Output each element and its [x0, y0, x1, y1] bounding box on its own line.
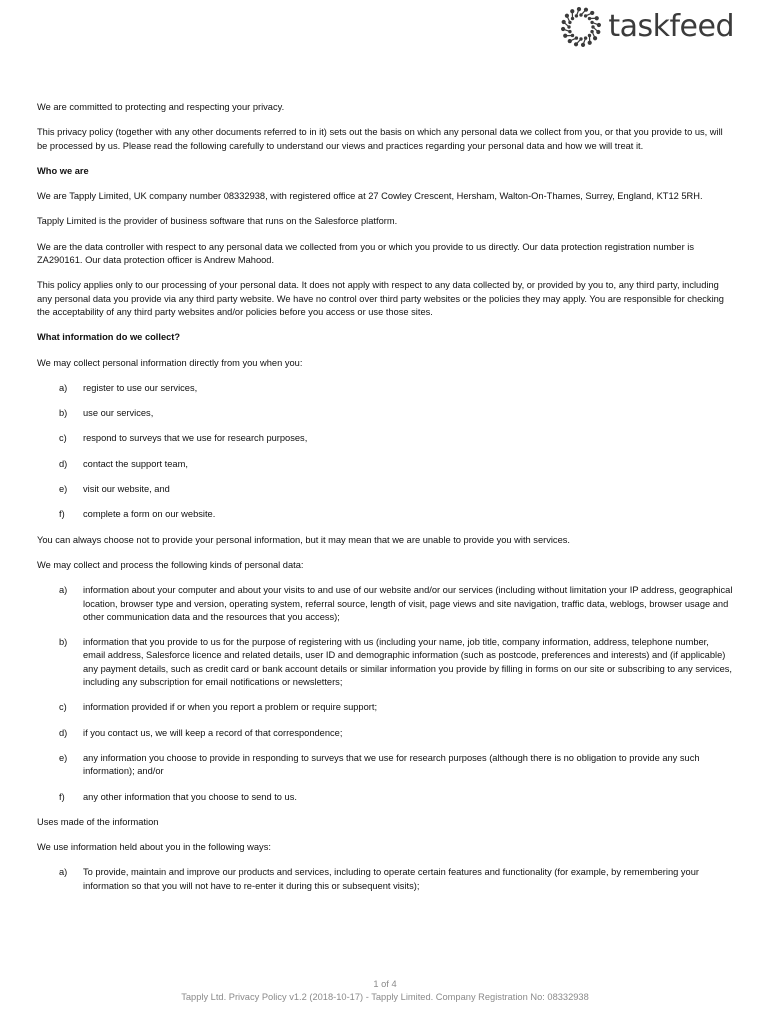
list-item — [37, 752, 733, 779]
footer-page-number: 1 of 4 — [373, 979, 397, 989]
list-text: information provided if or when you report a problem or require support; — [83, 702, 378, 713]
list-text: information about your computer and about your visits to and use of our website and/or our services (including without limitation your IP address, geographical location, browser type and version, operating system, referral source, length of visit, page views and site navigation, traffic data, weblogs, browser usage and other communication data and the resources that you access); — [83, 585, 733, 622]
list-item — [37, 483, 733, 496]
collect-lead: We may collect personal information directly from you when you: — [37, 357, 303, 368]
list-text: any other information that you choose to send to us. — [83, 791, 297, 802]
list-text: contact the support team, — [83, 458, 188, 469]
header-logo — [560, 6, 734, 48]
logo-text: taskfeed — [608, 9, 734, 44]
list-item — [37, 407, 733, 420]
list-marker: e) — [59, 752, 68, 763]
uses-list — [37, 866, 733, 893]
footer-line: Tapply Ltd. Privacy Policy v1.2 (2018-10-17) - Tapply Limited. Company Registration No: 08332938 — [181, 992, 589, 1002]
list-item — [37, 791, 733, 804]
list-marker: c) — [59, 433, 67, 444]
list-item — [37, 458, 733, 471]
list-text: visit our website, and — [83, 484, 170, 495]
list-item — [37, 584, 733, 624]
kinds-list — [37, 584, 733, 804]
collect-after: You can always choose not to provide your personal information, but it may mean that we are unable to provide you with services. — [37, 534, 570, 545]
kinds-lead: We may collect and process the following kinds of personal data: — [37, 559, 304, 570]
list-marker: a) — [59, 867, 68, 878]
list-text: To provide, maintain and improve our products and services, including to operate certain features and functionality (for example, by remembering your information so that you will not have to re-enter it during this or subsequent visits); — [83, 867, 699, 891]
list-text: complete a form on our website. — [83, 509, 216, 520]
who-paragraph: This policy applies only to our processing of your personal data. It does not apply with respect to any data collected by, or provided by you to, any third party, including any personal data you provide via any third party website. We have no control over third party websites or the policies they may apply. You are responsible for checking the acceptability of any third party websites and/or policies before you access or use those sites. — [37, 280, 724, 317]
list-text: respond to surveys that we use for research purposes, — [83, 433, 308, 444]
intro-paragraph: This privacy policy (together with any other documents referred to in it) sets out the basis on which any personal data we collect from you, or that you provide to us, will be processed by us. Please read the following carefully to understand our views and practices regarding your personal data and how we will treat it. — [37, 127, 723, 151]
uses-lead: We use information held about you in the following ways: — [37, 842, 271, 853]
section-heading-uses: Uses made of the information — [37, 816, 159, 827]
list-marker: c) — [59, 702, 67, 713]
list-text: information that you provide to us for the purpose of registering with us (including your name, job title, company information, address, telephone number, email address, Salesforce licence and related details, user ID and demographic information (such as postcode, preferences and interests) and (if applicable) any payment details, such as credit card or bank account details or similar information you provide by filling in forms on our site or subscribing to any services, including any subscription for email notifications or newsletters; — [83, 637, 733, 688]
list-text: any information you choose to provide in responding to surveys that we use for research purposes (although there is no obligation to provide any such information); and/or — [83, 752, 700, 777]
list-marker: f) — [59, 509, 65, 520]
list-marker: d) — [59, 458, 68, 469]
list-item — [37, 508, 733, 521]
list-item — [37, 636, 733, 689]
who-paragraph: We are the data controller with respect to any personal data we collected from you or which you provide to us directly. Our data protection registration number is ZA290161. Our data protection officer is Andrew Mahood. — [37, 241, 694, 266]
list-item — [37, 727, 733, 740]
list-marker: b) — [59, 408, 68, 419]
list-item — [37, 382, 733, 395]
list-marker: d) — [59, 727, 68, 738]
section-heading-who: Who we are — [37, 165, 89, 176]
list-item — [37, 701, 733, 714]
list-text: register to use our services, — [83, 382, 198, 393]
list-marker: e) — [59, 484, 68, 495]
intro-paragraph: We are committed to protecting and respecting your privacy. — [37, 102, 285, 112]
who-paragraph: Tapply Limited is the provider of business software that runs on the Salesforce platform. — [37, 216, 398, 227]
list-marker: a) — [59, 382, 68, 393]
list-text: use our services, — [83, 408, 154, 419]
who-paragraph: We are Tapply Limited, UK company number 08332938, with registered office at 27 Cowley Crescent, Hersham, Walton-On-Thames, Surrey, England, KT12 5RH. — [37, 191, 703, 202]
list-marker: f) — [59, 791, 65, 802]
taskfeed-starburst-icon — [560, 6, 602, 48]
list-text: if you contact us, we will keep a record of that correspondence; — [83, 727, 343, 738]
list-item — [37, 432, 733, 445]
section-heading-collect: What information do we collect? — [37, 332, 181, 343]
list-item — [37, 866, 733, 893]
list-marker: b) — [59, 637, 68, 648]
list-marker: a) — [59, 585, 68, 596]
document-body — [37, 101, 733, 893]
collect-list — [37, 382, 733, 522]
